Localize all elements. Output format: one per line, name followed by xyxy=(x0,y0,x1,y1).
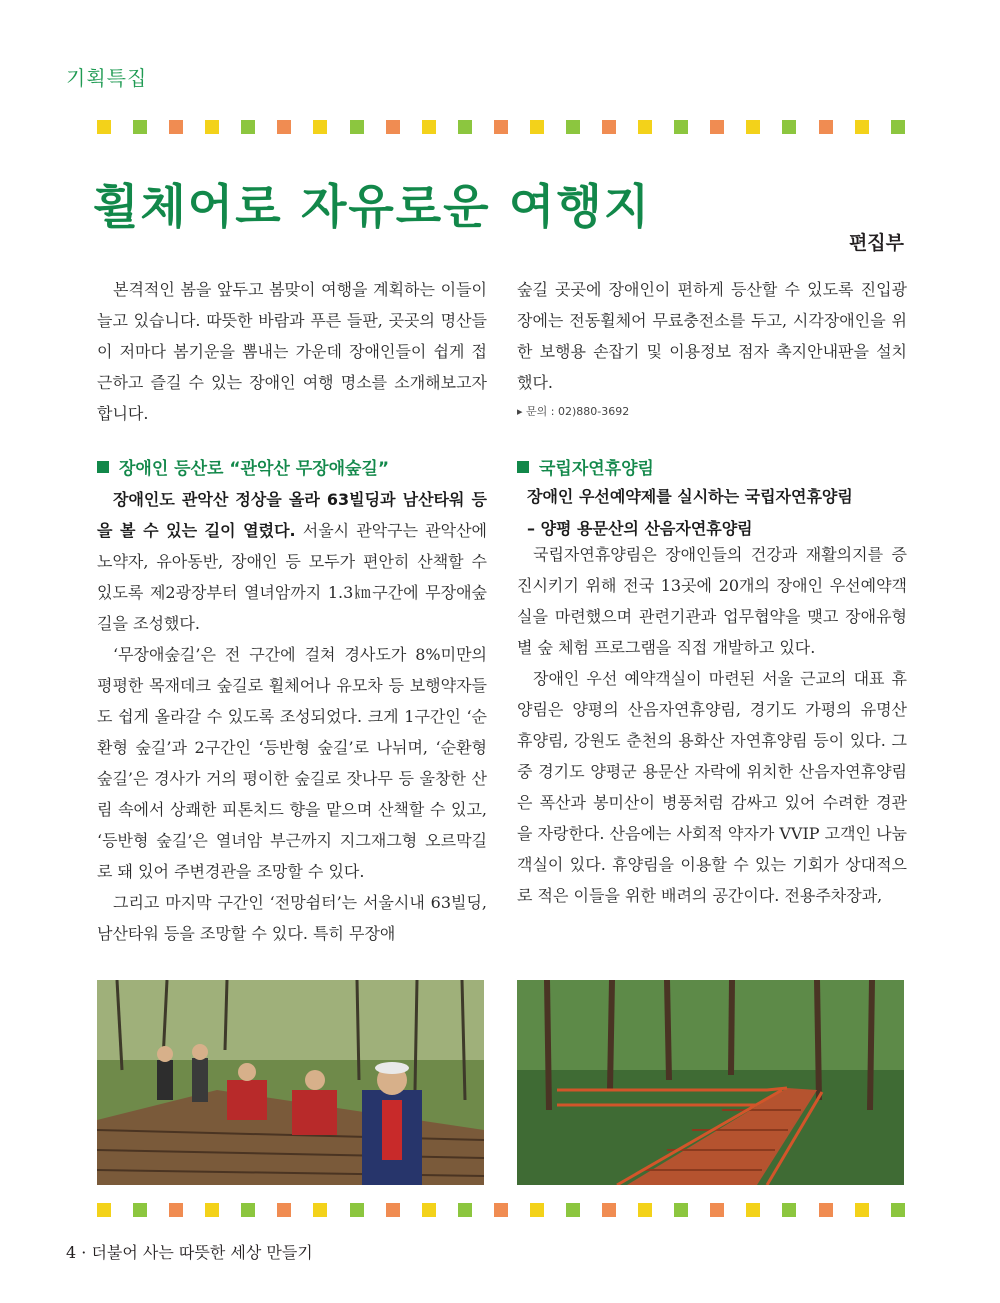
square-bullet-icon xyxy=(97,461,109,473)
article-title: 휠체어로 자유로운 여행지 xyxy=(93,180,652,235)
decorative-square xyxy=(674,120,688,134)
decorative-square xyxy=(133,120,147,134)
decorative-square xyxy=(350,1203,364,1217)
decorative-square xyxy=(313,120,327,134)
photo-forest-deck-walkway xyxy=(517,980,904,1185)
decorative-square xyxy=(422,120,436,134)
page-footer xyxy=(66,1240,313,1263)
decorative-square xyxy=(97,120,111,134)
section-label: 기획특집 xyxy=(66,66,148,90)
decorative-square xyxy=(819,120,833,134)
decorative-square xyxy=(97,1203,111,1217)
decorative-square xyxy=(566,1203,580,1217)
decorative-square xyxy=(241,1203,255,1217)
section2-paragraph-1: 국립자연휴양림은 장애인들의 건강과 재활의지를 증진시키기 위해 전국 13곳에 20개의 장애인 우선예약객실을 마련했으며 관련기관과 업무협약을 맺고 장애유형별 숲 체험 프로그램을 직접 개발하고 있다. xyxy=(517,545,907,657)
decorative-square xyxy=(674,1203,688,1217)
decorative-square xyxy=(422,1203,436,1217)
decorative-dot-row-top xyxy=(97,120,905,134)
decorative-square xyxy=(458,1203,472,1217)
right-top-column xyxy=(517,274,907,422)
decorative-square xyxy=(494,1203,508,1217)
decorative-square xyxy=(855,120,869,134)
decorative-square xyxy=(638,1203,652,1217)
intro-paragraph: 본격적인 봄을 앞두고 봄맞이 여행을 계획하는 이들이 늘고 있습니다. 따뜻한 바람과 푸른 들판, 곳곳의 명산들이 저마다 봄기운을 뽐내는 가운데 장애인들이 쉽게 접근하고 즐길 수 있는 장애인 여행 명소를 소개해보고자 합니다. xyxy=(97,280,487,423)
decorative-square xyxy=(386,120,400,134)
decorative-square xyxy=(891,120,905,134)
section2-heading-text: 국립자연휴양림 xyxy=(539,459,654,479)
square-bullet-icon xyxy=(517,461,529,473)
decorative-square xyxy=(602,120,616,134)
decorative-square xyxy=(530,1203,544,1217)
decorative-dot-row-bottom xyxy=(97,1203,905,1217)
right-top-paragraph: 숲길 곳곳에 장애인이 편하게 등산할 수 있도록 진입광장에는 전동휠체어 무료충전소를 두고, 시각장애인을 위한 보행용 손잡기 및 이용정보 점자 촉지안내판을 설치했다. xyxy=(517,280,907,392)
decorative-square xyxy=(133,1203,147,1217)
decorative-square xyxy=(205,120,219,134)
section1-paragraph-2: ‘무장애숲길’은 전 구간에 걸쳐 경사도가 8%미만의 평평한 목재데크 숲길로 휠체어나 유모차 등 보행약자들도 쉽게 올라갈 수 있도록 조성되었다. 크게 1구간인 ‘순환형 숲길’과 2구간인 ‘등반형 숲길’로 나뉘며, ‘순환형 숲길’은 경사가 거의 평이한 숲길로 잣나무 등 울창한 산림 속에서 상쾌한 피톤치드 향을 맡으며 산책할 수 있고, ‘등반형 숲길’은 열녀암 부근까지 지그재그형 오르막길로 돼 있어 주변경관을 조망할 수 있다. xyxy=(97,645,487,881)
section1-heading xyxy=(97,454,389,479)
decorative-square xyxy=(350,120,364,134)
decorative-square xyxy=(746,120,760,134)
decorative-square xyxy=(602,1203,616,1217)
section1-para1-rest: 서울시 관악구는 관악산에 노약자, 유아동반, 장애인 등 모두가 편안히 산책할 수 있도록 제2광장부터 열녀암까지 1.3㎞구간에 무장애숲길을 조성했다. xyxy=(97,521,487,633)
decorative-square xyxy=(241,120,255,134)
section1-heading-text: 장애인 등산로 “관악산 무장애숲길” xyxy=(119,459,390,479)
decorative-square xyxy=(819,1203,833,1217)
decorative-square xyxy=(710,1203,724,1217)
decorative-square xyxy=(782,120,796,134)
decorative-square xyxy=(277,120,291,134)
decorative-square xyxy=(891,1203,905,1217)
decorative-square xyxy=(566,120,580,134)
decorative-square xyxy=(494,120,508,134)
section1-lead: 장애인도 관악산 정상을 올라 63빌딩과 남산타워 등을 볼 수 있는 길이 열렸다. xyxy=(97,490,487,540)
decorative-square xyxy=(638,120,652,134)
article-author: 편집부 xyxy=(848,232,904,254)
photo-wheelchair-users-illustration xyxy=(97,980,484,1185)
photo-forest-deck-illustration xyxy=(517,980,904,1185)
decorative-square xyxy=(855,1203,869,1217)
section2-heading xyxy=(517,454,654,479)
decorative-square xyxy=(782,1203,796,1217)
decorative-square xyxy=(169,1203,183,1217)
decorative-square xyxy=(313,1203,327,1217)
contact-info: ▸ 문의 : 02)880-3692 xyxy=(517,405,630,418)
section1-body xyxy=(97,484,487,949)
decorative-square xyxy=(169,120,183,134)
decorative-square xyxy=(205,1203,219,1217)
decorative-square xyxy=(710,120,724,134)
publication-name: 더불어 사는 따뜻한 세상 만들기 xyxy=(91,1243,313,1262)
section2-subheading-line1: 장애인 우선예약제를 실시하는 국립자연휴양림 xyxy=(527,487,853,506)
photo-wheelchair-users-forest-path xyxy=(97,980,484,1185)
decorative-square xyxy=(277,1203,291,1217)
footer-separator: · xyxy=(81,1243,87,1262)
section2-body xyxy=(517,539,907,911)
decorative-square xyxy=(458,120,472,134)
intro-column xyxy=(97,274,487,429)
section2-subheading-line2: – 양평 용문산의 산음자연휴양림 xyxy=(527,519,753,538)
page-number: 4 xyxy=(66,1243,77,1262)
section2-paragraph-2: 장애인 우선 예약객실이 마련된 서울 근교의 대표 휴양림은 양평의 산음자연휴양림, 경기도 가평의 유명산 휴양림, 강원도 춘천의 용화산 자연휴양림 등이 있다. 그중 경기도 양평군 용문산 자락에 위치한 산음자연휴양림은 폭산과 봉미산이 병풍처럼 감싸고 있어 수려한 경관을 자랑한다. 산음에는 사회적 약자가 VVIP 고객인 나눔 객실이 있다. 휴양림을 이용할 수 있는 기회가 상대적으로 적은 이들을 위한 배려의 공간이다. 전용주차장과, xyxy=(517,669,908,905)
section1-paragraph-3: 그리고 마지막 구간인 ‘전망쉼터’는 서울시내 63빌딩, 남산타워 등을 조망할 수 있다. 특히 무장애 xyxy=(97,893,487,943)
decorative-square xyxy=(746,1203,760,1217)
decorative-square xyxy=(386,1203,400,1217)
section2-subheading xyxy=(527,481,917,545)
decorative-square xyxy=(530,120,544,134)
section1-paragraph-1 xyxy=(97,484,487,639)
